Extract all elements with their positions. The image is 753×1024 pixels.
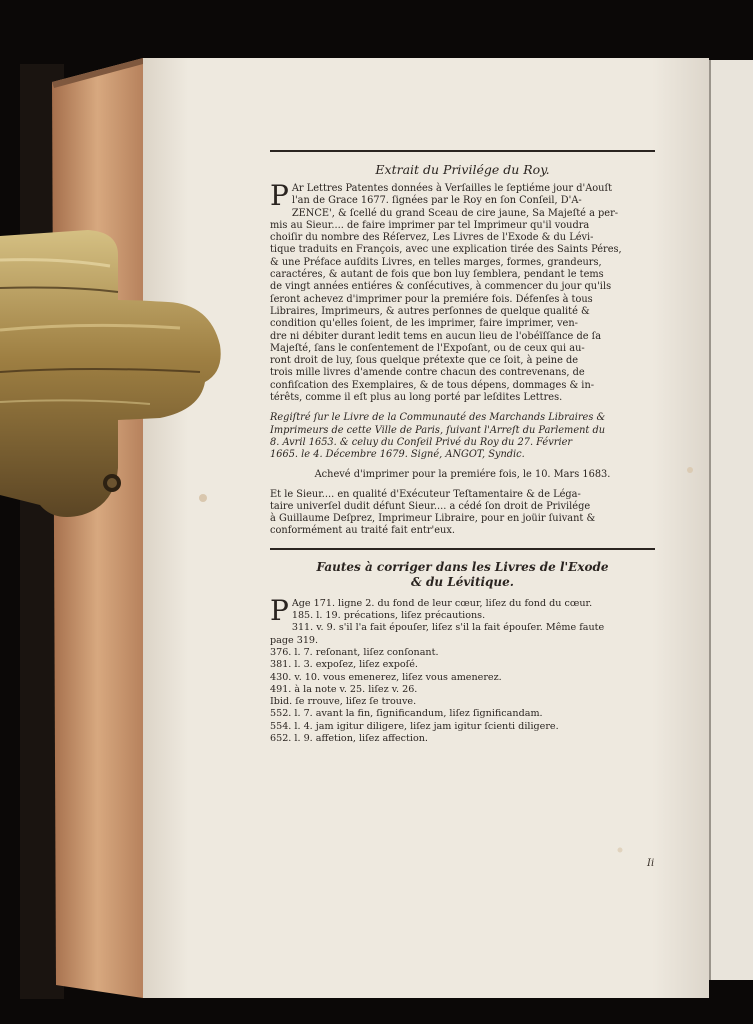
text-line: & une Préface auſdits Livres, en telles marges, formes, grandeurs, [270,256,602,268]
text-line: ZENCE', & ſcellé du grand Sceau de cire jaune, Sa Majeſté a per- [291,207,619,219]
errata-title [270,560,655,590]
errata-title-line: Fautes à corriger dans les Livres de l'Exode [316,559,609,574]
errata-item: 381. l. 3. expoſez, liſez expoſé. [270,659,418,671]
errata-item: Age 171. ligne 2. du fond de leur cœur, liſez du fond du cœur. [291,597,593,609]
page-block-edge [52,58,143,998]
text-line: Imprimeurs de cette Ville de Paris, ſuivant l'Arreſt du Parlement du [270,424,606,436]
errata-item: 554. l. 4. jam igitur diligere, liſez jam igitur ſcienti diligere. [270,720,559,732]
registre-paragraph [270,412,655,461]
privilege-dropcap: P [270,179,289,212]
text-line: confiſcation des Exemplaires, & de tous dépens, dommages & in- [270,379,595,391]
privilege-title: Extrait du Privilége du Roy. [375,162,550,177]
text-line: trois mille livres d'amende contre chacun des contrevenans, de [270,367,585,379]
errata-item: 491. à la note v. 25. liſez v. 26. [270,683,418,695]
top-rule [270,150,655,152]
text-line: dre ni débiter durant ledit tems en aucun lieu de l'obéïſſance de ſa [270,330,602,342]
errata-list [270,593,655,746]
text-line: de vingt années entiéres & conſécutives, à commencer du jour qu'ils [270,281,612,293]
text-line: térêts, comme il eſt plus au long porté par leſdites Lettres. [270,392,563,404]
text-line: 8. Avril 1653. & celuy du Conſeil Privé du Roy du 27. Février [270,436,573,448]
errata-item: 311. v. 9. s'il l'a fait épouſer, liſez s'il la fait épouſer. Même faute [291,622,605,634]
acheve-line: Achevé d'imprimer pour la premiére fois, le 10. Mars 1683. [314,468,611,480]
text-line: choiſir du nombre des Réſervez, Les Livres de l'Exode & du Lévi- [270,232,594,244]
text-line: l'an de Grace 1677. ſignées par le Roy en ſon Conſeil, D'A- [291,195,582,207]
errata-item: 552. l. 7. avant la fin, ſignificandum, liſez ſignificandam. [270,708,543,720]
middle-rule [270,548,655,550]
text-line: ront droit de luy, ſous quelque prétexte que ce ſoit, à peine de [270,355,579,367]
errata-item: page 319. [270,634,319,646]
text-line: mis au Sieur.... de faire imprimer par tel Imprimeur qu'il voudra [270,219,590,231]
sieur-paragraph [270,489,655,538]
text-line: ſeront achevez d'imprimer pour la premiére fois. Défenſes à tous [270,293,593,305]
errata-item: 185. l. 19. précations, liſez précautions. [291,610,486,622]
text-line: à Guillaume Deſprez, Imprimeur Libraire, pour en joüir ſuivant & [270,513,596,525]
errata-item: Ibid. ſe rrouve, liſez ſe trouve. [270,696,417,708]
text-line: conformément au traité fait entr'eux. [270,525,455,537]
text-line: Ar Lettres Patentes données à Verſailles le ſeptiéme jour d'Aouſt [291,183,613,194]
text-line: Regiſtré ſur le Livre de la Communauté des Marchands Libraires & [270,412,606,424]
text-line: Majeſté, ſans le conſentement de l'Expoſant, ou de ceux qui au- [270,342,585,354]
signature-mark: Ii [647,858,655,869]
right-page-edge [707,60,753,980]
privilege-paragraph [270,179,655,404]
page-text-block [270,150,655,745]
errata-item: 376. l. 7. reſonant, liſez conſonant. [270,646,439,658]
text-line: Et le Sieur.... en qualité d'Exécuteur Teſtamentaire & de Léga- [270,488,581,500]
text-line: taire univerſel dudit défunt Sieur.... a cédé ſon droit de Privilége [270,500,591,512]
text-line: Libraires, Imprimeurs, & autres perſonnes de quelque qualité & [270,305,590,317]
errata-item: 430. v. 10. vous emenerez, liſez vous amenerez. [270,671,502,683]
errata-title-line: & du Lévitique. [411,574,514,589]
errata-item: 652. l. 9. affetion, liſez affection. [270,732,428,744]
text-line: condition qu'elles ſoient, de les imprimer, faire imprimer, ven- [270,318,578,330]
text-line: tique traduits en François, avec une explication tirée des Saints Péres, [270,244,622,256]
text-line: 1665. le 4. Décembre 1679. Signé, ANGOT, Syndic. [270,449,525,461]
errata-dropcap: P [270,593,289,627]
text-line: caractéres, & autant de fois que bon luy ſemblera, pendant le tems [270,269,604,281]
